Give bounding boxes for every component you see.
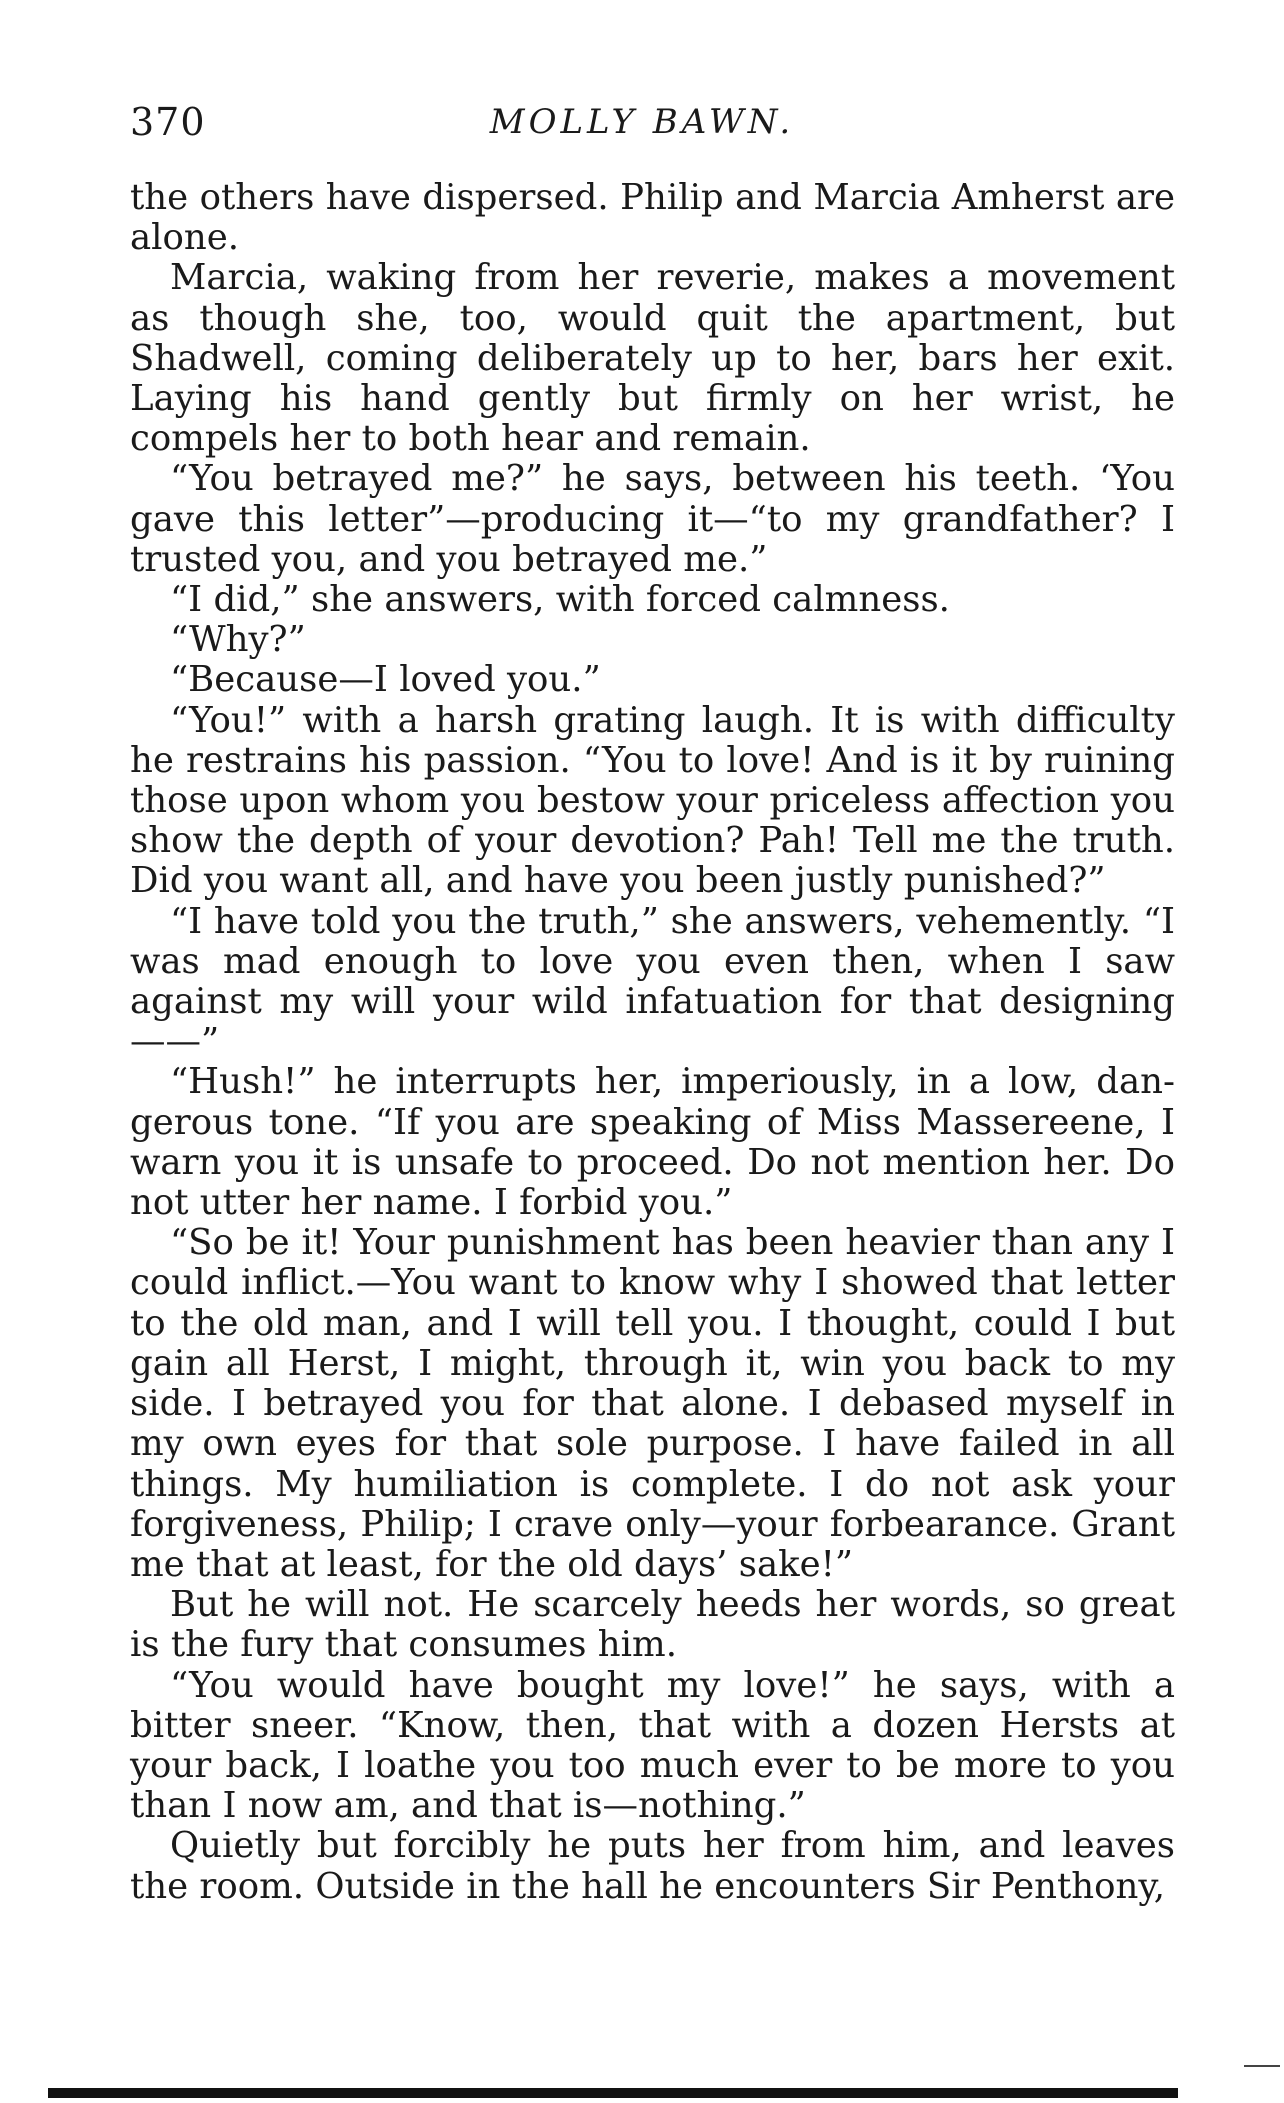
paragraph: Quietly but forcibly he puts her from him, and leaves the room. Outside in the hall he encounters Sir Penthony, [130, 1825, 1175, 1907]
paragraph: Marcia, waking from her reverie, makes a movement as though she, too, would quit the apartment, but Shadwell, coming deliberately up to her, bars her exit. Laying his hand gently but firmly on her wrist, he compels her to both hear and remain. [130, 257, 1175, 460]
body-text [130, 178, 1175, 1907]
paragraph: “So be it! Your punishment has been heavier than any I could inflict.—You want to know why I showed that letter to the old man, and I will tell you. I thought, could I but gain all Herst, I might, through it, win you back to my side. I betrayed you for that alone. I debased myself in my own eyes for that sole purpose. I have failed in all things. My humiliation is complete. I do not ask your forgiveness, Philip; I crave only—your forbearance. Grant me that at least, for the old days’ sake!” [130, 1222, 1175, 1585]
paragraph: “You betrayed me?” he says, between his teeth. ‘You gave this letter”—producing it—“to my grandfather? I trusted you, and you betrayed me.” [130, 458, 1175, 580]
margin-mark [1244, 2065, 1280, 2067]
paragraph: the others have dispersed. Philip and Marcia Amherst are alone. [130, 177, 1175, 259]
page-number: 370 [130, 100, 206, 144]
paragraph: “You would have bought my love!” he says, with a bitter sneer. “Know, then, that with a dozen Hersts at your back, I loathe you too much ever to be more to you than I now am, and that is—nothing.” [130, 1664, 1175, 1827]
paragraph: “I did,” she answers, with forced calmness. [170, 579, 950, 621]
paragraph: “I have told you the truth,” she answers, vehemently. “I was mad enough to love you even then, when I saw against my will your wild infatuation for that designing——” [130, 900, 1175, 1063]
paragraph: “Hush!” he interrupts her, imperiously, in a low, dangerous tone. “If you are speaking of Miss Massereene, I warn you it is unsafe to proceed. Do not mention her. Do not utter her name. I forbid you.” [130, 1061, 1175, 1224]
bottom-rule [48, 2088, 1178, 2098]
paragraph: “Why?” [170, 619, 306, 661]
paragraph: But he will not. He scarcely heeds her words, so great is the fury that consumes him. [130, 1584, 1175, 1666]
paragraph: “You!” with a harsh grating laugh. It is with difficulty he restrains his passion. “You to love! And is it by ruining those upon whom you bestow your priceless affection you show the depth of your devotion? Pah! Tell me the truth. Did you want all, and have you been justly punished?” [130, 699, 1175, 902]
paragraph: “Because—I loved you.” [170, 659, 601, 701]
running-title: MOLLY BAWN. [489, 102, 795, 142]
